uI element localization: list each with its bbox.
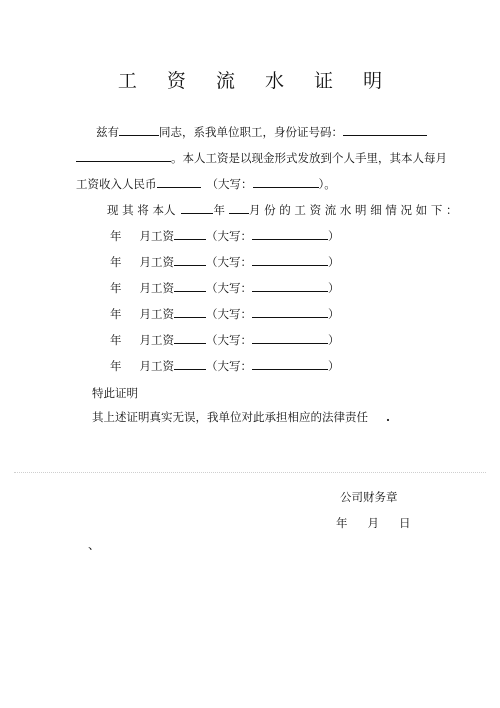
intro-text: 兹有 [96, 125, 119, 139]
stray-mark: 、 [88, 538, 101, 552]
paragraph-line-3 [76, 176, 336, 191]
id-number-blank[interactable] [343, 124, 427, 136]
salary-row [110, 280, 340, 296]
row-month-salary-label: 月工资 [139, 307, 174, 321]
statement-line [92, 410, 390, 424]
row-close: ） [328, 281, 340, 295]
id-number-blank-cont[interactable] [76, 150, 171, 162]
salary-row [110, 358, 340, 374]
intro-detail-text: 现 其 将 本人 [107, 203, 176, 217]
row-daxie-blank[interactable] [252, 228, 328, 240]
row-year-label: 年 [110, 359, 122, 373]
row-year-label: 年 [110, 281, 122, 295]
divider [14, 472, 486, 473]
date-month-label: 月 [367, 516, 379, 530]
cash-statement: 。本人工资是以现金形式发放到个人手里，其本人每月 [171, 151, 447, 165]
date-year-label: 年 [336, 516, 348, 530]
special-certify-text: 特此证明 [92, 386, 138, 400]
salary-row [110, 332, 340, 348]
row-close: ） [328, 333, 340, 347]
month-blank[interactable] [229, 202, 249, 214]
intro-text-2: 同志，系我单位职工，身份证号码： [159, 125, 343, 139]
row-close: ） [328, 255, 340, 269]
monthly-income-label: 工资收入人民币 [76, 177, 157, 191]
row-year-label: 年 [110, 229, 122, 243]
row-amount-blank[interactable] [174, 332, 206, 344]
paragraph-line-4 [107, 202, 458, 217]
row-amount-blank[interactable] [174, 306, 206, 318]
row-month-salary-label: 月工资 [139, 281, 174, 295]
row-daxie-blank[interactable] [252, 332, 328, 344]
income-amount-blank[interactable] [157, 176, 201, 188]
statement-period: . [386, 410, 391, 424]
salary-row [110, 306, 340, 322]
name-blank[interactable] [119, 124, 159, 136]
year-label: 年 [213, 203, 225, 217]
row-amount-blank[interactable] [174, 228, 206, 240]
salary-row [110, 254, 340, 270]
row-year-label: 年 [110, 333, 122, 347]
row-daxie-label: （大写： [206, 229, 252, 243]
row-amount-blank[interactable] [174, 358, 206, 370]
row-month-salary-label: 月工资 [139, 255, 174, 269]
row-daxie-label: （大写： [206, 359, 252, 373]
row-daxie-label: （大写： [206, 281, 252, 295]
row-amount-blank[interactable] [174, 280, 206, 292]
finance-seal-label: 公司财务章 [340, 490, 398, 504]
row-daxie-blank[interactable] [252, 358, 328, 370]
daxie-label: （大写： [206, 177, 253, 191]
row-month-salary-label: 月工资 [139, 359, 174, 373]
salary-row [110, 228, 340, 244]
detail-heading: 月 份 的 工 资 流 水 明 细 情 况 如 下 ： [248, 203, 458, 217]
row-year-label: 年 [110, 307, 122, 321]
paragraph-line-1 [96, 124, 427, 139]
row-year-label: 年 [110, 255, 122, 269]
row-close: ） [328, 229, 340, 243]
date-day-label: 日 [399, 516, 411, 530]
row-month-salary-label: 月工资 [139, 333, 174, 347]
statement-text: 其上述证明真实无误，我单位对此承担相应的法律责任 [92, 410, 368, 424]
page-title: 工 资 流 水 证 明 [117, 70, 395, 92]
row-month-salary-label: 月工资 [139, 229, 174, 243]
row-close: ） [328, 359, 340, 373]
date-line [336, 516, 411, 530]
row-close: ） [328, 307, 340, 321]
income-daxie-blank[interactable] [253, 176, 319, 188]
row-amount-blank[interactable] [174, 254, 206, 266]
row-daxie-label: （大写： [206, 307, 252, 321]
year-blank[interactable] [181, 202, 213, 214]
paragraph-line-2 [76, 150, 447, 165]
row-daxie-blank[interactable] [252, 254, 328, 266]
row-daxie-label: （大写： [206, 255, 252, 269]
row-daxie-blank[interactable] [252, 280, 328, 292]
row-daxie-blank[interactable] [252, 306, 328, 318]
row-daxie-label: （大写： [206, 333, 252, 347]
daxie-close: ）。 [318, 177, 336, 191]
